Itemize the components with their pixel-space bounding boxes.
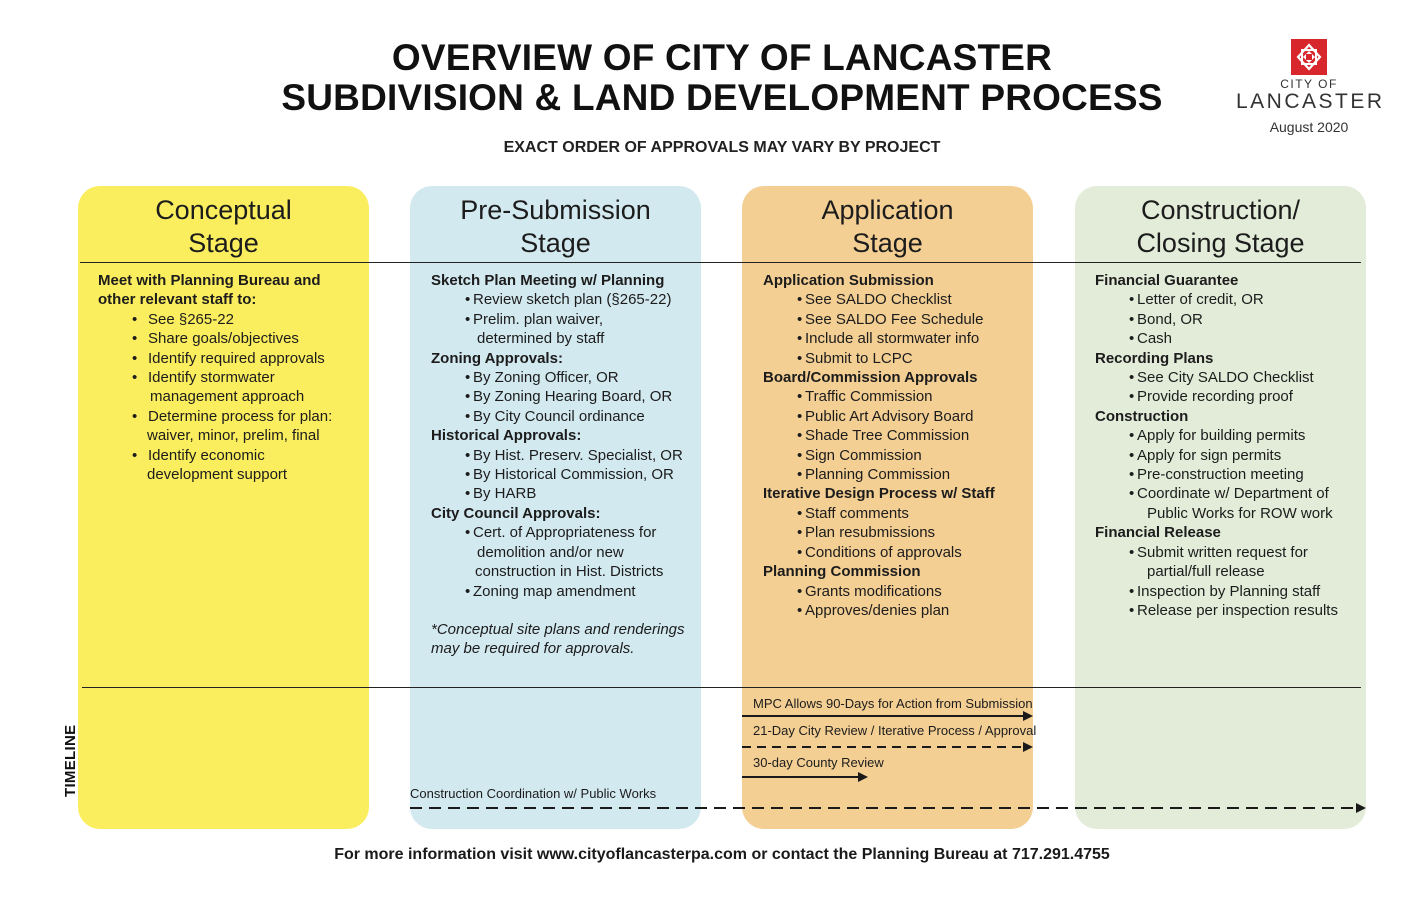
contact-footer: For more information visit www.cityoflancasterpa.com or contact the Planning Bureau at 717.291.4755 <box>334 846 1110 863</box>
note-line-1: *Conceptual site plans and renderings <box>431 621 685 638</box>
application-content <box>763 271 1025 620</box>
list-item: • Approves/denies plan <box>763 601 1025 620</box>
list-item: • Shade Tree Commission <box>763 426 1025 445</box>
list-heading: Financial Guarantee <box>1095 272 1239 289</box>
page-title <box>200 38 1244 118</box>
conceptual-title-line-1: Conceptual <box>155 195 292 225</box>
list-item: • See City SALDO Checklist <box>1095 368 1357 387</box>
list-item-continuation: Public Works for ROW work <box>1147 504 1333 522</box>
page-subtitle: EXACT ORDER OF APPROVALS MAY VARY BY PROJECT <box>503 139 941 156</box>
list-item: • See SALDO Fee Schedule <box>763 310 1025 329</box>
list-item-continuation: management approach <box>150 388 305 406</box>
rose-logo-icon <box>1290 38 1328 76</box>
list-item: • Coordinate w/ Department of <box>1095 484 1357 503</box>
list-item-continuation: demolition and/or new <box>477 543 624 561</box>
logo-city-of: CITY OF <box>1280 77 1338 91</box>
list-item: • Identify required approvals <box>98 349 360 368</box>
list-item: • Determine process for plan: <box>98 407 360 426</box>
list-item-continuation: development support <box>147 466 288 484</box>
list-item: • Cash <box>1095 329 1357 348</box>
publication-date: August 2020 <box>1269 119 1349 135</box>
list-item: • By Historical Commission, OR <box>431 465 693 484</box>
list-item: • By City Council ordinance <box>431 407 693 426</box>
list-item: • Review sketch plan (§265-22) <box>431 290 693 309</box>
list-heading: Zoning Approvals: <box>431 349 563 367</box>
list-heading: Construction <box>1095 407 1189 425</box>
timeline-30-day-county-label: 30-day County Review <box>753 755 884 770</box>
logo-lancaster: LANCASTER <box>1236 90 1385 113</box>
list-item-continuation: waiver, minor, prelim, final <box>147 427 320 445</box>
timeline-public-works-label: Construction Coordination w/ Public Works <box>410 786 657 801</box>
list-item: • Identify stormwater <box>98 368 360 387</box>
list-item: • Submit to LCPC <box>763 349 1025 368</box>
timeline-mpc-90-day-label: MPC Allows 90-Days for Action from Submission <box>753 696 1033 711</box>
list-item: • Grants modifications <box>763 582 1025 601</box>
list-heading: Sketch Plan Meeting w/ Planning <box>431 272 665 289</box>
list-item: • Apply for sign permits <box>1095 446 1357 465</box>
list-item: • Pre-construction meeting <box>1095 465 1357 484</box>
list-item: • By Hist. Preserv. Specialist, OR <box>431 446 693 465</box>
conceptual-title-line-2: Stage <box>188 228 259 258</box>
list-heading: Historical Approvals: <box>431 427 582 445</box>
list-item: • See SALDO Checklist <box>763 290 1025 309</box>
list-heading: Financial Release <box>1095 524 1221 542</box>
list-item: • By Zoning Officer, OR <box>431 368 693 387</box>
list-item: • Share goals/objectives <box>98 329 360 348</box>
note-line-2: may be required for approvals. <box>431 640 635 658</box>
list-item-continuation: construction in Hist. Districts <box>475 563 664 581</box>
application-stage-title <box>742 194 1033 260</box>
list-item: • Release per inspection results <box>1095 601 1357 620</box>
list-item: • Provide recording proof <box>1095 387 1357 406</box>
list-item: • Inspection by Planning staff <box>1095 582 1357 601</box>
list-item: • Zoning map amendment <box>431 582 693 601</box>
list-heading: Meet with Planning Bureau and <box>98 272 321 289</box>
list-heading: Recording Plans <box>1095 349 1214 367</box>
list-heading: other relevant staff to: <box>98 291 257 309</box>
list-item: • Bond, OR <box>1095 310 1357 329</box>
conceptual-stage-title <box>78 194 369 260</box>
list-item: • Include all stormwater info <box>763 329 1025 348</box>
list-item: • Planning Commission <box>763 465 1025 484</box>
list-heading: City Council Approvals: <box>431 504 601 522</box>
header-divider <box>80 262 1361 263</box>
construction-stage-title <box>1075 194 1366 260</box>
construction-content <box>1095 271 1357 620</box>
application-title-line-2: Stage <box>852 228 923 258</box>
application-title-line-1: Application <box>821 195 954 225</box>
list-item: • Plan resubmissions <box>763 523 1025 542</box>
city-logo <box>1236 38 1385 135</box>
presubmission-title-line-1: Pre-Submission <box>460 195 651 225</box>
timeline-label: TIMELINE <box>62 724 79 797</box>
timeline-divider <box>82 687 1361 688</box>
construction-title-line-2: Closing Stage <box>1136 228 1305 258</box>
title-line-2: SUBDIVISION & LAND DEVELOPMENT PROCESS <box>281 77 1163 118</box>
list-item: • Conditions of approvals <box>763 543 1025 562</box>
conceptual-plans-note <box>431 620 685 659</box>
list-item: • Staff comments <box>763 504 1025 523</box>
list-item: • Submit written request for <box>1095 543 1357 562</box>
list-item-continuation: partial/full release <box>1147 563 1265 581</box>
list-item: • Cert. of Appropriateness for <box>431 523 693 542</box>
list-item: • Identify economic <box>98 446 360 465</box>
list-heading: Iterative Design Process w/ Staff <box>763 485 995 503</box>
conceptual-content <box>98 271 360 484</box>
title-line-1: OVERVIEW OF CITY OF LANCASTER <box>391 37 1053 78</box>
list-item: • Prelim. plan waiver, <box>431 310 693 329</box>
list-item: • Traffic Commission <box>763 387 1025 406</box>
list-item: • By Zoning Hearing Board, OR <box>431 387 693 406</box>
list-item-continuation: determined by staff <box>477 330 605 348</box>
list-item: • Letter of credit, OR <box>1095 290 1357 309</box>
list-item: • See §265-22 <box>98 310 360 329</box>
list-item: • Sign Commission <box>763 446 1025 465</box>
timeline-21-day-review-label: 21-Day City Review / Iterative Process / Approval <box>753 723 1037 738</box>
list-item: • Apply for building permits <box>1095 426 1357 445</box>
presubmission-content <box>431 271 693 601</box>
list-heading: Planning Commission <box>763 563 921 581</box>
presubmission-stage-title <box>410 194 701 260</box>
construction-title-line-1: Construction/ <box>1140 195 1301 225</box>
list-heading: Application Submission <box>763 272 934 289</box>
presubmission-title-line-2: Stage <box>520 228 591 258</box>
list-item: • By HARB <box>431 484 693 503</box>
list-item: • Public Art Advisory Board <box>763 407 1025 426</box>
list-heading: Board/Commission Approvals <box>763 369 978 387</box>
